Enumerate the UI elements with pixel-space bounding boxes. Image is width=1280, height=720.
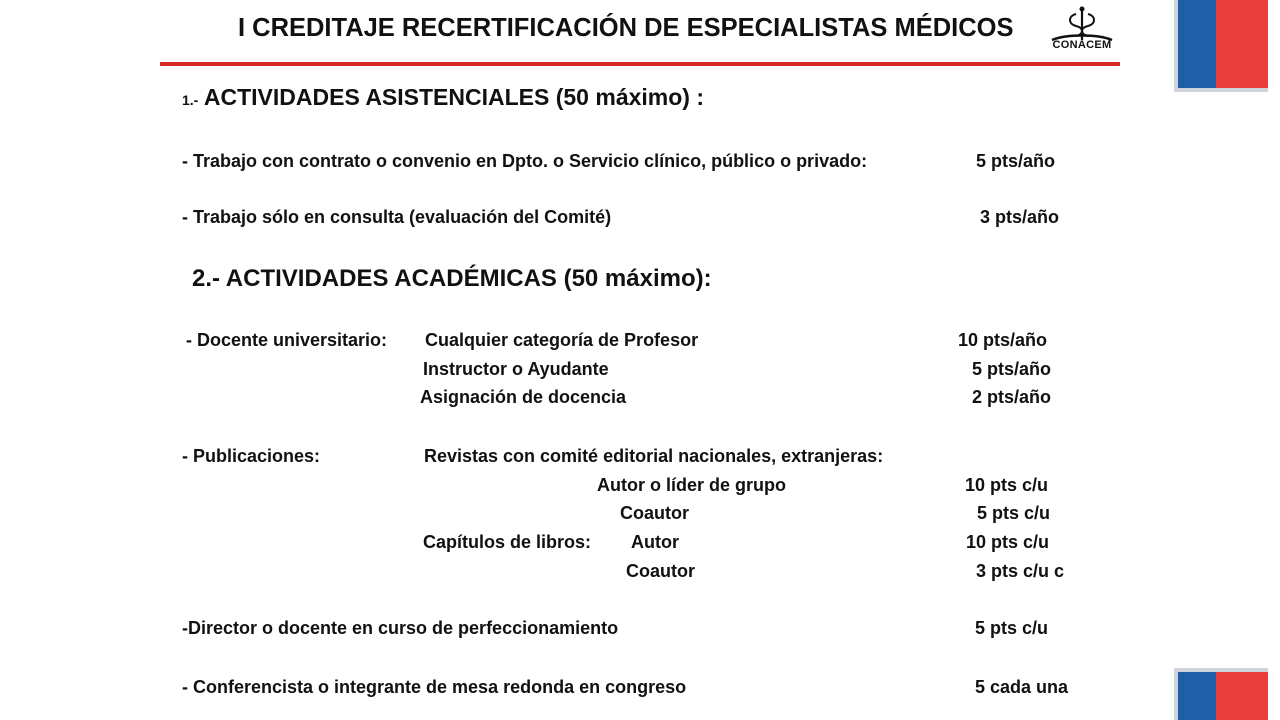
docente-value: 2 pts/año (972, 387, 1052, 407)
docente-category: Cualquier categoría de Profesor (425, 330, 699, 350)
capitulos-role: Autor (631, 532, 679, 552)
flag-decoration-top (1178, 0, 1268, 92)
revistas-label: Revistas con comité editorial nacionales, extranjeras: (424, 446, 884, 466)
capitulos-value: 10 pts c/u (966, 532, 1050, 552)
revistas-role: Autor o líder de grupo (597, 475, 786, 495)
capitulos-role: Coautor (626, 561, 695, 581)
revistas-role: Coautor (620, 503, 689, 523)
docente-category: Asignación de docencia (420, 387, 627, 407)
flag-decoration-bottom (1178, 668, 1268, 720)
director-value: 5 pts c/u (975, 618, 1049, 638)
revistas-value: 5 pts c/u (977, 503, 1051, 523)
docente-value: 5 pts/año (972, 359, 1052, 379)
section1-item-value: 3 pts/año (980, 207, 1060, 227)
page-title: I CREDITAJE RECERTIFICACIÓN DE ESPECIALISTAS MÉDICOS (238, 14, 1014, 42)
section1-number: 1.- (182, 92, 199, 108)
director-label: -Director o docente en curso de perfeccionamiento (182, 618, 619, 638)
publicaciones-label: - Publicaciones: (182, 446, 321, 466)
section1-item-label: - Trabajo sólo en consulta (evaluación del Comité) (182, 207, 612, 227)
capitulos-value: 3 pts c/u c (976, 561, 1065, 581)
capitulos-label: Capítulos de libros: (423, 532, 592, 552)
revistas-value: 10 pts c/u (965, 475, 1049, 495)
conacem-logo-text: CONACEM (1052, 39, 1112, 51)
section1-item-label: - Trabajo con contrato o convenio en Dpto. o Servicio clínico, público o privado: (182, 151, 868, 171)
docente-label: - Docente universitario: (186, 330, 388, 350)
conferencista-label: - Conferencista o integrante de mesa redonda en congreso (182, 677, 687, 697)
docente-category: Instructor o Ayudante (423, 359, 609, 379)
docente-value: 10 pts/año (958, 330, 1048, 350)
conferencista-value: 5 cada una (975, 677, 1069, 697)
header-divider (160, 62, 1120, 66)
section2-heading: 2.- ACTIVIDADES ACADÉMICAS (50 máximo): (192, 265, 712, 292)
section1-item-value: 5 pts/año (976, 151, 1056, 171)
section1-title: ACTIVIDADES ASISTENCIALES (50 máximo) : (198, 84, 704, 110)
section1-heading (182, 84, 704, 111)
